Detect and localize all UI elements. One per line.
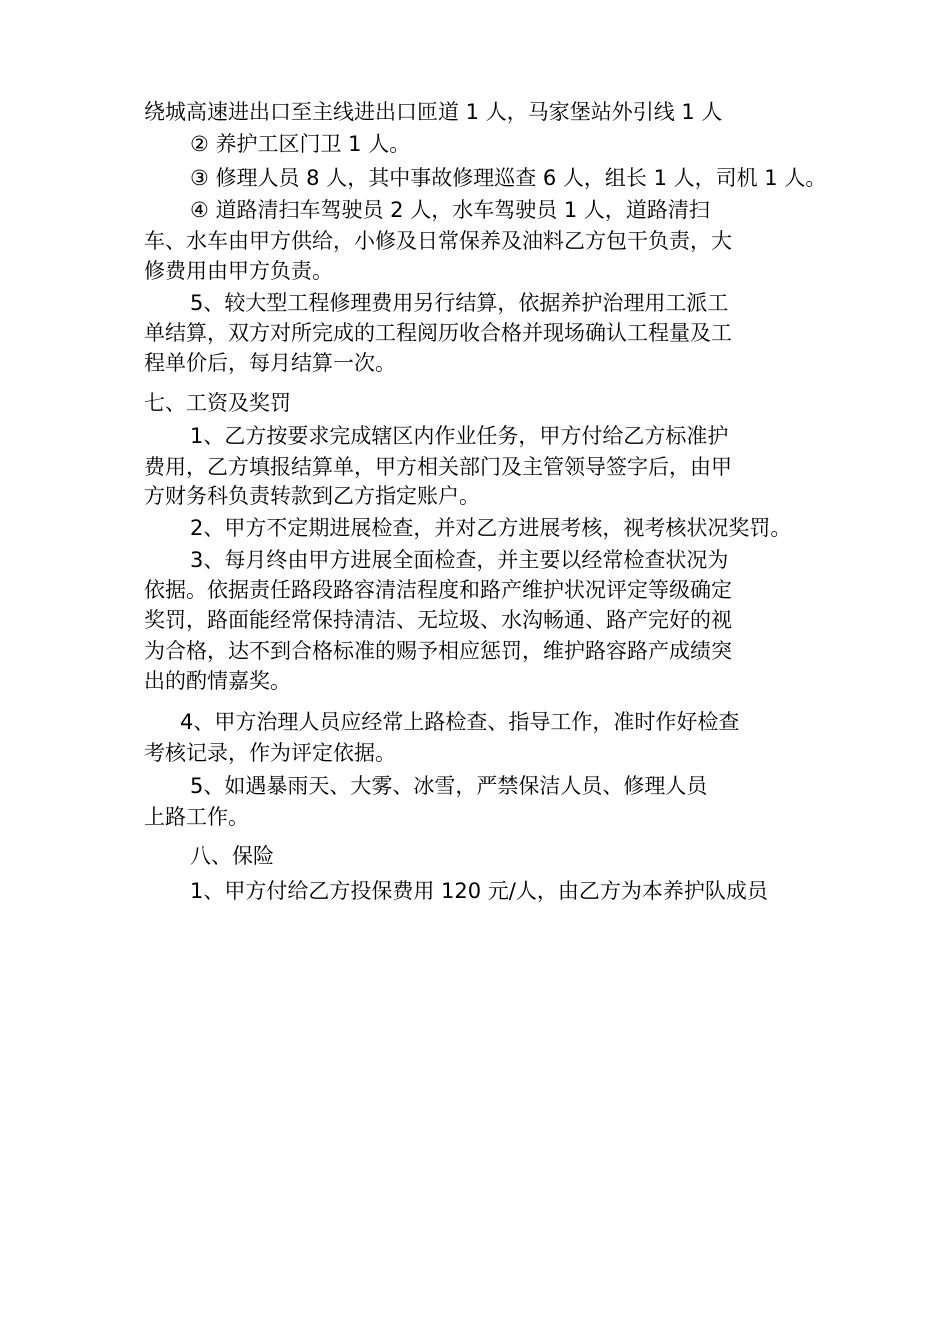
paragraph-start: 5、如遇暴雨天、大雾、冰雪，严禁保洁人员、修理人员 — [190, 774, 708, 798]
text-line: 单结算，双方对所完成的工程阅历收合格并现场确认工程量及工 — [144, 321, 732, 345]
text-line: 费用，乙方填报结算单，甲方相关部门及主管领导签字后，由甲 — [144, 455, 732, 479]
text-line: 依据。依据责任路段路容清洁程度和路产维护状况评定等级确定 — [144, 578, 732, 602]
text-line: 上路工作。 — [144, 805, 249, 829]
paragraph-start: 2、甲方不定期进展检查，并对乙方进展考核，视考核状况奖罚。 — [190, 516, 792, 540]
text-line: 为合格，达不到合格标准的赐予相应惩罚，维护路容路产成绩突 — [144, 639, 732, 663]
paragraph-start: 3、每月终由甲方进展全面检查，并主要以经常检查状况为 — [190, 548, 729, 572]
text-line: 程单价后，每月结算一次。 — [144, 351, 396, 375]
list-item-3: ③ 修理人员 8 人，其中事故修理巡查 6 人，组长 1 人，司机 1 人。 — [190, 166, 827, 190]
section-heading: 八、保险 — [190, 844, 274, 868]
text-line: 出的酌情嘉奖。 — [144, 669, 291, 693]
text-line: 方财务科负责转款到乙方指定账户。 — [144, 484, 480, 508]
paragraph-start: 5、较大型工程修理费用另行结算，依据养护治理用工派工 — [190, 291, 729, 315]
text-line: 车、水车由甲方供给，小修及日常保养及油料乙方包干负责，大 — [144, 229, 732, 253]
paragraph-start: 1、甲方付给乙方投保费用 120 元/人，由乙方为本养护队成员 — [190, 879, 768, 903]
text-line: 修费用由甲方负责。 — [144, 259, 333, 283]
list-item-2: ② 养护工区门卫 1 人。 — [190, 132, 411, 156]
section-heading: 七、工资及奖罚 — [144, 391, 291, 415]
text-line: 考核记录，作为评定依据。 — [144, 741, 396, 765]
text-line: 奖罚，路面能经常保持清洁、无垃圾、水沟畅通、路产完好的视 — [144, 608, 732, 632]
paragraph-start: 4、甲方治理人员应经常上路检查、指导工作，准时作好检查 — [180, 710, 740, 734]
paragraph-start: 1、乙方按要求完成辖区内作业任务，甲方付给乙方标准护 — [190, 424, 729, 448]
text-line: 绕城高速进出口至主线进出口匝道 1 人，马家堡站外引线 1 人 — [144, 100, 723, 124]
list-item-4: ④ 道路清扫车驾驶员 2 人，水车驾驶员 1 人，道路清扫 — [190, 198, 710, 222]
